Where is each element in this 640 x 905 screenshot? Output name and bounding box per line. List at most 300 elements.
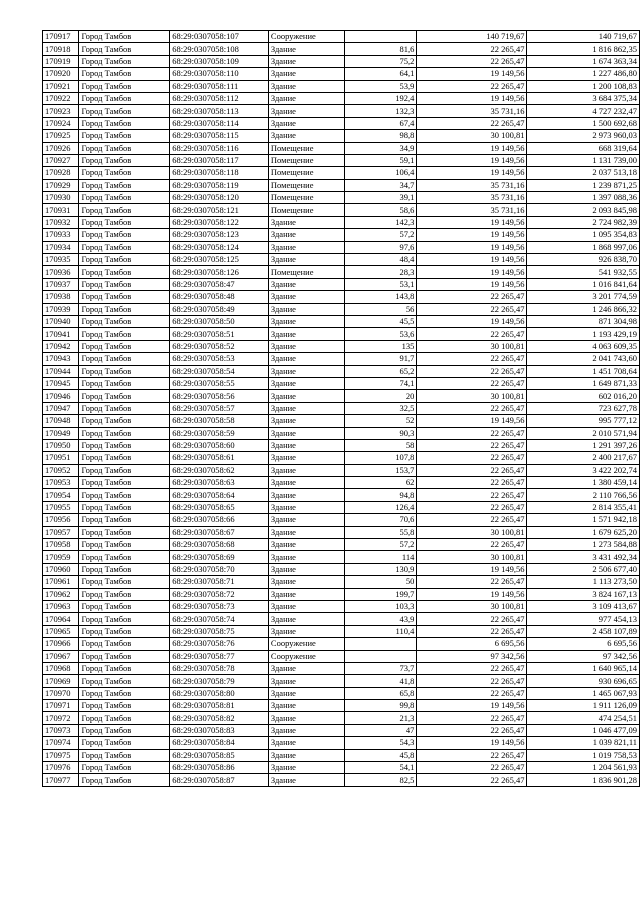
- object-type-cell: Сооружение: [268, 638, 344, 650]
- unit-value-cell: 30 100,81: [417, 390, 527, 402]
- cadastral-value-cell: 723 627,78: [527, 402, 640, 414]
- unit-value-cell: 22 265,47: [417, 80, 527, 92]
- unit-value-cell: 19 149,56: [417, 315, 527, 327]
- cadastral-number-cell: 68:29:0307058:48: [170, 291, 269, 303]
- cadastral-value-cell: 474 254,51: [527, 712, 640, 724]
- object-type-cell: Здание: [268, 687, 344, 699]
- area-cell: 41,8: [344, 675, 417, 687]
- cadastral-value-cell: 2 010 571,94: [527, 427, 640, 439]
- municipality-cell: Город Тамбов: [79, 737, 170, 749]
- area-cell: 99,8: [344, 700, 417, 712]
- row-number-cell: 170956: [43, 514, 79, 526]
- municipality-cell: Город Тамбов: [79, 551, 170, 563]
- table-row: [43, 204, 640, 216]
- object-type-cell: Здание: [268, 539, 344, 551]
- area-cell: 53,1: [344, 278, 417, 290]
- municipality-cell: Город Тамбов: [79, 650, 170, 662]
- document-page: [42, 30, 640, 787]
- table-row: [43, 241, 640, 253]
- cadastral-value-cell: 3 201 774,59: [527, 291, 640, 303]
- table-row: [43, 130, 640, 142]
- table-row: [43, 68, 640, 80]
- unit-value-cell: 22 265,47: [417, 439, 527, 451]
- area-cell: 34,7: [344, 179, 417, 191]
- municipality-cell: Город Тамбов: [79, 625, 170, 637]
- object-type-cell: Здание: [268, 390, 344, 402]
- cadastral-value-cell: 1 095 354,83: [527, 229, 640, 241]
- municipality-cell: Город Тамбов: [79, 402, 170, 414]
- row-number-cell: 170920: [43, 68, 79, 80]
- object-type-cell: Здание: [268, 340, 344, 352]
- row-number-cell: 170953: [43, 477, 79, 489]
- object-type-cell: Здание: [268, 80, 344, 92]
- unit-value-cell: 19 149,56: [417, 167, 527, 179]
- cadastral-number-cell: 68:29:0307058:80: [170, 687, 269, 699]
- row-number-cell: 170973: [43, 724, 79, 736]
- municipality-cell: Город Тамбов: [79, 291, 170, 303]
- cadastral-number-cell: 68:29:0307058:55: [170, 377, 269, 389]
- area-cell: 75,2: [344, 55, 417, 67]
- object-type-cell: Здание: [268, 130, 344, 142]
- unit-value-cell: 19 149,56: [417, 142, 527, 154]
- area-cell: 39,1: [344, 192, 417, 204]
- unit-value-cell: 35 731,16: [417, 179, 527, 191]
- area-cell: 199,7: [344, 588, 417, 600]
- table-row: [43, 464, 640, 476]
- row-number-cell: 170933: [43, 229, 79, 241]
- cadastral-number-cell: 68:29:0307058:49: [170, 303, 269, 315]
- table-row: [43, 80, 640, 92]
- row-number-cell: 170948: [43, 415, 79, 427]
- cadastral-number-cell: 68:29:0307058:120: [170, 192, 269, 204]
- table-row: [43, 117, 640, 129]
- table-row: [43, 142, 640, 154]
- unit-value-cell: 22 265,47: [417, 539, 527, 551]
- area-cell: 50: [344, 576, 417, 588]
- municipality-cell: Город Тамбов: [79, 68, 170, 80]
- cadastral-value-table: [42, 30, 640, 787]
- row-number-cell: 170974: [43, 737, 79, 749]
- unit-value-cell: 22 265,47: [417, 489, 527, 501]
- object-type-cell: Сооружение: [268, 650, 344, 662]
- row-number-cell: 170932: [43, 216, 79, 228]
- cadastral-value-cell: 1 046 477,09: [527, 724, 640, 736]
- area-cell: 43,9: [344, 613, 417, 625]
- table-row: [43, 328, 640, 340]
- area-cell: 110,4: [344, 625, 417, 637]
- unit-value-cell: 22 265,47: [417, 687, 527, 699]
- unit-value-cell: 30 100,81: [417, 551, 527, 563]
- table-row: [43, 687, 640, 699]
- table-row: [43, 650, 640, 662]
- row-number-cell: 170970: [43, 687, 79, 699]
- unit-value-cell: 22 265,47: [417, 377, 527, 389]
- municipality-cell: Город Тамбов: [79, 712, 170, 724]
- area-cell: 53,6: [344, 328, 417, 340]
- table-row: [43, 563, 640, 575]
- row-number-cell: 170962: [43, 588, 79, 600]
- area-cell: 143,8: [344, 291, 417, 303]
- table-row: [43, 613, 640, 625]
- unit-value-cell: 19 149,56: [417, 588, 527, 600]
- row-number-cell: 170968: [43, 662, 79, 674]
- row-number-cell: 170954: [43, 489, 79, 501]
- object-type-cell: Здание: [268, 526, 344, 538]
- object-type-cell: Здание: [268, 576, 344, 588]
- unit-value-cell: 35 731,16: [417, 192, 527, 204]
- municipality-cell: Город Тамбов: [79, 154, 170, 166]
- unit-value-cell: 30 100,81: [417, 526, 527, 538]
- cadastral-number-cell: 68:29:0307058:81: [170, 700, 269, 712]
- unit-value-cell: 22 265,47: [417, 43, 527, 55]
- row-number-cell: 170934: [43, 241, 79, 253]
- table-row: [43, 303, 640, 315]
- area-cell: 90,3: [344, 427, 417, 439]
- object-type-cell: Здание: [268, 291, 344, 303]
- object-type-cell: Здание: [268, 774, 344, 786]
- row-number-cell: 170952: [43, 464, 79, 476]
- unit-value-cell: 30 100,81: [417, 340, 527, 352]
- table-row: [43, 377, 640, 389]
- unit-value-cell: 19 149,56: [417, 266, 527, 278]
- municipality-cell: Город Тамбов: [79, 452, 170, 464]
- row-number-cell: 170939: [43, 303, 79, 315]
- area-cell: 91,7: [344, 353, 417, 365]
- cadastral-value-cell: 2 400 217,67: [527, 452, 640, 464]
- municipality-cell: Город Тамбов: [79, 31, 170, 43]
- unit-value-cell: 22 265,47: [417, 365, 527, 377]
- row-number-cell: 170927: [43, 154, 79, 166]
- cadastral-value-cell: 2 110 766,56: [527, 489, 640, 501]
- cadastral-value-cell: 4 727 232,47: [527, 105, 640, 117]
- area-cell: 70,6: [344, 514, 417, 526]
- object-type-cell: Помещение: [268, 154, 344, 166]
- cadastral-value-cell: 1 131 739,00: [527, 154, 640, 166]
- cadastral-number-cell: 68:29:0307058:66: [170, 514, 269, 526]
- cadastral-value-cell: 2 973 960,03: [527, 130, 640, 142]
- area-cell: 57,2: [344, 229, 417, 241]
- area-cell: 20: [344, 390, 417, 402]
- object-type-cell: Здание: [268, 749, 344, 761]
- unit-value-cell: 22 265,47: [417, 712, 527, 724]
- area-cell: [344, 650, 417, 662]
- cadastral-number-cell: 68:29:0307058:76: [170, 638, 269, 650]
- row-number-cell: 170971: [43, 700, 79, 712]
- cadastral-value-cell: 1 816 862,35: [527, 43, 640, 55]
- cadastral-number-cell: 68:29:0307058:107: [170, 31, 269, 43]
- object-type-cell: Здание: [268, 662, 344, 674]
- row-number-cell: 170938: [43, 291, 79, 303]
- table-row: [43, 638, 640, 650]
- cadastral-number-cell: 68:29:0307058:74: [170, 613, 269, 625]
- municipality-cell: Город Тамбов: [79, 638, 170, 650]
- row-number-cell: 170946: [43, 390, 79, 402]
- cadastral-value-cell: 1 465 067,93: [527, 687, 640, 699]
- cadastral-number-cell: 68:29:0307058:79: [170, 675, 269, 687]
- cadastral-value-cell: 97 342,56: [527, 650, 640, 662]
- unit-value-cell: 22 265,47: [417, 303, 527, 315]
- object-type-cell: Здание: [268, 563, 344, 575]
- cadastral-number-cell: 68:29:0307058:84: [170, 737, 269, 749]
- cadastral-value-cell: 1 836 901,28: [527, 774, 640, 786]
- cadastral-value-cell: 1 397 088,36: [527, 192, 640, 204]
- cadastral-number-cell: 68:29:0307058:117: [170, 154, 269, 166]
- object-type-cell: Здание: [268, 43, 344, 55]
- object-type-cell: Помещение: [268, 192, 344, 204]
- unit-value-cell: 22 265,47: [417, 291, 527, 303]
- row-number-cell: 170941: [43, 328, 79, 340]
- unit-value-cell: 22 265,47: [417, 328, 527, 340]
- unit-value-cell: 19 149,56: [417, 254, 527, 266]
- table-row: [43, 675, 640, 687]
- cadastral-number-cell: 68:29:0307058:82: [170, 712, 269, 724]
- municipality-cell: Город Тамбов: [79, 241, 170, 253]
- row-number-cell: 170922: [43, 92, 79, 104]
- unit-value-cell: 19 149,56: [417, 737, 527, 749]
- area-cell: 28,3: [344, 266, 417, 278]
- area-cell: 65,2: [344, 365, 417, 377]
- unit-value-cell: 140 719,67: [417, 31, 527, 43]
- municipality-cell: Город Тамбов: [79, 415, 170, 427]
- cadastral-number-cell: 68:29:0307058:111: [170, 80, 269, 92]
- cadastral-value-cell: 1 016 841,64: [527, 278, 640, 290]
- row-number-cell: 170966: [43, 638, 79, 650]
- municipality-cell: Город Тамбов: [79, 340, 170, 352]
- cadastral-value-cell: 2 506 677,40: [527, 563, 640, 575]
- table-row: [43, 291, 640, 303]
- object-type-cell: Здание: [268, 303, 344, 315]
- unit-value-cell: 97 342,56: [417, 650, 527, 662]
- table-row: [43, 278, 640, 290]
- area-cell: 65,8: [344, 687, 417, 699]
- cadastral-value-cell: 871 304,98: [527, 315, 640, 327]
- area-cell: 58: [344, 439, 417, 451]
- object-type-cell: Здание: [268, 68, 344, 80]
- cadastral-value-cell: 3 824 167,13: [527, 588, 640, 600]
- cadastral-value-cell: 3 422 202,74: [527, 464, 640, 476]
- cadastral-number-cell: 68:29:0307058:68: [170, 539, 269, 551]
- cadastral-number-cell: 68:29:0307058:109: [170, 55, 269, 67]
- cadastral-number-cell: 68:29:0307058:69: [170, 551, 269, 563]
- cadastral-number-cell: 68:29:0307058:56: [170, 390, 269, 402]
- row-number-cell: 170972: [43, 712, 79, 724]
- municipality-cell: Город Тамбов: [79, 353, 170, 365]
- municipality-cell: Город Тамбов: [79, 192, 170, 204]
- object-type-cell: Здание: [268, 600, 344, 612]
- cadastral-value-cell: 930 696,65: [527, 675, 640, 687]
- municipality-cell: Город Тамбов: [79, 117, 170, 129]
- unit-value-cell: 22 265,47: [417, 675, 527, 687]
- table-row: [43, 762, 640, 774]
- unit-value-cell: 22 265,47: [417, 55, 527, 67]
- municipality-cell: Город Тамбов: [79, 526, 170, 538]
- cadastral-value-cell: 1 674 363,34: [527, 55, 640, 67]
- municipality-cell: Город Тамбов: [79, 315, 170, 327]
- cadastral-number-cell: 68:29:0307058:50: [170, 315, 269, 327]
- row-number-cell: 170925: [43, 130, 79, 142]
- unit-value-cell: 22 265,47: [417, 625, 527, 637]
- object-type-cell: Здание: [268, 700, 344, 712]
- table-row: [43, 749, 640, 761]
- row-number-cell: 170950: [43, 439, 79, 451]
- cadastral-value-cell: 1 204 561,93: [527, 762, 640, 774]
- object-type-cell: Здание: [268, 489, 344, 501]
- cadastral-number-cell: 68:29:0307058:86: [170, 762, 269, 774]
- table-row: [43, 712, 640, 724]
- cadastral-number-cell: 68:29:0307058:75: [170, 625, 269, 637]
- area-cell: 48,4: [344, 254, 417, 266]
- municipality-cell: Город Тамбов: [79, 675, 170, 687]
- area-cell: 54,3: [344, 737, 417, 749]
- object-type-cell: Здание: [268, 712, 344, 724]
- unit-value-cell: 22 265,47: [417, 774, 527, 786]
- object-type-cell: Здание: [268, 241, 344, 253]
- area-cell: 130,9: [344, 563, 417, 575]
- row-number-cell: 170940: [43, 315, 79, 327]
- object-type-cell: Здание: [268, 588, 344, 600]
- unit-value-cell: 22 265,47: [417, 749, 527, 761]
- unit-value-cell: 35 731,16: [417, 105, 527, 117]
- cadastral-value-cell: 977 454,13: [527, 613, 640, 625]
- cadastral-value-cell: 1 193 429,19: [527, 328, 640, 340]
- row-number-cell: 170921: [43, 80, 79, 92]
- row-number-cell: 170975: [43, 749, 79, 761]
- cadastral-value-cell: 1 273 584,88: [527, 539, 640, 551]
- cadastral-number-cell: 68:29:0307058:62: [170, 464, 269, 476]
- cadastral-value-cell: 1 571 942,18: [527, 514, 640, 526]
- object-type-cell: Здание: [268, 415, 344, 427]
- table-row: [43, 576, 640, 588]
- object-type-cell: Здание: [268, 353, 344, 365]
- table-body: [43, 31, 640, 787]
- cadastral-number-cell: 68:29:0307058:116: [170, 142, 269, 154]
- cadastral-value-cell: 2 814 355,41: [527, 501, 640, 513]
- area-cell: [344, 638, 417, 650]
- area-cell: 74,1: [344, 377, 417, 389]
- cadastral-value-cell: 668 319,64: [527, 142, 640, 154]
- area-cell: 142,3: [344, 216, 417, 228]
- row-number-cell: 170926: [43, 142, 79, 154]
- unit-value-cell: 30 100,81: [417, 130, 527, 142]
- object-type-cell: Помещение: [268, 142, 344, 154]
- cadastral-number-cell: 68:29:0307058:125: [170, 254, 269, 266]
- municipality-cell: Город Тамбов: [79, 687, 170, 699]
- table-row: [43, 229, 640, 241]
- municipality-cell: Город Тамбов: [79, 662, 170, 674]
- table-row: [43, 588, 640, 600]
- row-number-cell: 170965: [43, 625, 79, 637]
- table-row: [43, 402, 640, 414]
- cadastral-number-cell: 68:29:0307058:63: [170, 477, 269, 489]
- area-cell: 64,1: [344, 68, 417, 80]
- object-type-cell: Здание: [268, 452, 344, 464]
- area-cell: 97,6: [344, 241, 417, 253]
- object-type-cell: Здание: [268, 439, 344, 451]
- area-cell: 153,7: [344, 464, 417, 476]
- area-cell: 52: [344, 415, 417, 427]
- municipality-cell: Город Тамбов: [79, 92, 170, 104]
- municipality-cell: Город Тамбов: [79, 489, 170, 501]
- municipality-cell: Город Тамбов: [79, 464, 170, 476]
- cadastral-number-cell: 68:29:0307058:121: [170, 204, 269, 216]
- table-row: [43, 216, 640, 228]
- cadastral-value-cell: 1 019 758,53: [527, 749, 640, 761]
- unit-value-cell: 22 265,47: [417, 501, 527, 513]
- cadastral-number-cell: 68:29:0307058:126: [170, 266, 269, 278]
- table-row: [43, 353, 640, 365]
- row-number-cell: 170923: [43, 105, 79, 117]
- cadastral-number-cell: 68:29:0307058:114: [170, 117, 269, 129]
- row-number-cell: 170964: [43, 613, 79, 625]
- object-type-cell: Помещение: [268, 204, 344, 216]
- unit-value-cell: 19 149,56: [417, 241, 527, 253]
- object-type-cell: Здание: [268, 315, 344, 327]
- object-type-cell: Здание: [268, 514, 344, 526]
- municipality-cell: Город Тамбов: [79, 501, 170, 513]
- cadastral-number-cell: 68:29:0307058:115: [170, 130, 269, 142]
- municipality-cell: Город Тамбов: [79, 563, 170, 575]
- cadastral-number-cell: 68:29:0307058:57: [170, 402, 269, 414]
- area-cell: 47: [344, 724, 417, 736]
- table-row: [43, 489, 640, 501]
- row-number-cell: 170924: [43, 117, 79, 129]
- cadastral-value-cell: 995 777,12: [527, 415, 640, 427]
- area-cell: 53,9: [344, 80, 417, 92]
- cadastral-number-cell: 68:29:0307058:64: [170, 489, 269, 501]
- table-row: [43, 55, 640, 67]
- cadastral-number-cell: 68:29:0307058:60: [170, 439, 269, 451]
- table-row: [43, 365, 640, 377]
- cadastral-number-cell: 68:29:0307058:118: [170, 167, 269, 179]
- table-row: [43, 167, 640, 179]
- cadastral-value-cell: 1 039 821,11: [527, 737, 640, 749]
- cadastral-value-cell: 1 679 625,20: [527, 526, 640, 538]
- cadastral-value-cell: 1 239 871,25: [527, 179, 640, 191]
- municipality-cell: Город Тамбов: [79, 427, 170, 439]
- cadastral-value-cell: 2 724 982,39: [527, 216, 640, 228]
- cadastral-value-cell: 602 016,20: [527, 390, 640, 402]
- unit-value-cell: 19 149,56: [417, 415, 527, 427]
- row-number-cell: 170959: [43, 551, 79, 563]
- municipality-cell: Город Тамбов: [79, 328, 170, 340]
- object-type-cell: Здание: [268, 92, 344, 104]
- cadastral-value-cell: 1 246 866,32: [527, 303, 640, 315]
- cadastral-number-cell: 68:29:0307058:59: [170, 427, 269, 439]
- cadastral-number-cell: 68:29:0307058:71: [170, 576, 269, 588]
- row-number-cell: 170944: [43, 365, 79, 377]
- municipality-cell: Город Тамбов: [79, 105, 170, 117]
- table-row: [43, 526, 640, 538]
- object-type-cell: Здание: [268, 216, 344, 228]
- cadastral-number-cell: 68:29:0307058:52: [170, 340, 269, 352]
- row-number-cell: 170967: [43, 650, 79, 662]
- municipality-cell: Город Тамбов: [79, 439, 170, 451]
- cadastral-number-cell: 68:29:0307058:77: [170, 650, 269, 662]
- area-cell: 55,8: [344, 526, 417, 538]
- unit-value-cell: 22 265,47: [417, 452, 527, 464]
- table-row: [43, 315, 640, 327]
- area-cell: 114: [344, 551, 417, 563]
- cadastral-value-cell: 6 695,56: [527, 638, 640, 650]
- table-row: [43, 43, 640, 55]
- unit-value-cell: 19 149,56: [417, 154, 527, 166]
- municipality-cell: Город Тамбов: [79, 539, 170, 551]
- row-number-cell: 170917: [43, 31, 79, 43]
- table-row: [43, 662, 640, 674]
- unit-value-cell: 6 695,56: [417, 638, 527, 650]
- object-type-cell: Помещение: [268, 179, 344, 191]
- cadastral-number-cell: 68:29:0307058:72: [170, 588, 269, 600]
